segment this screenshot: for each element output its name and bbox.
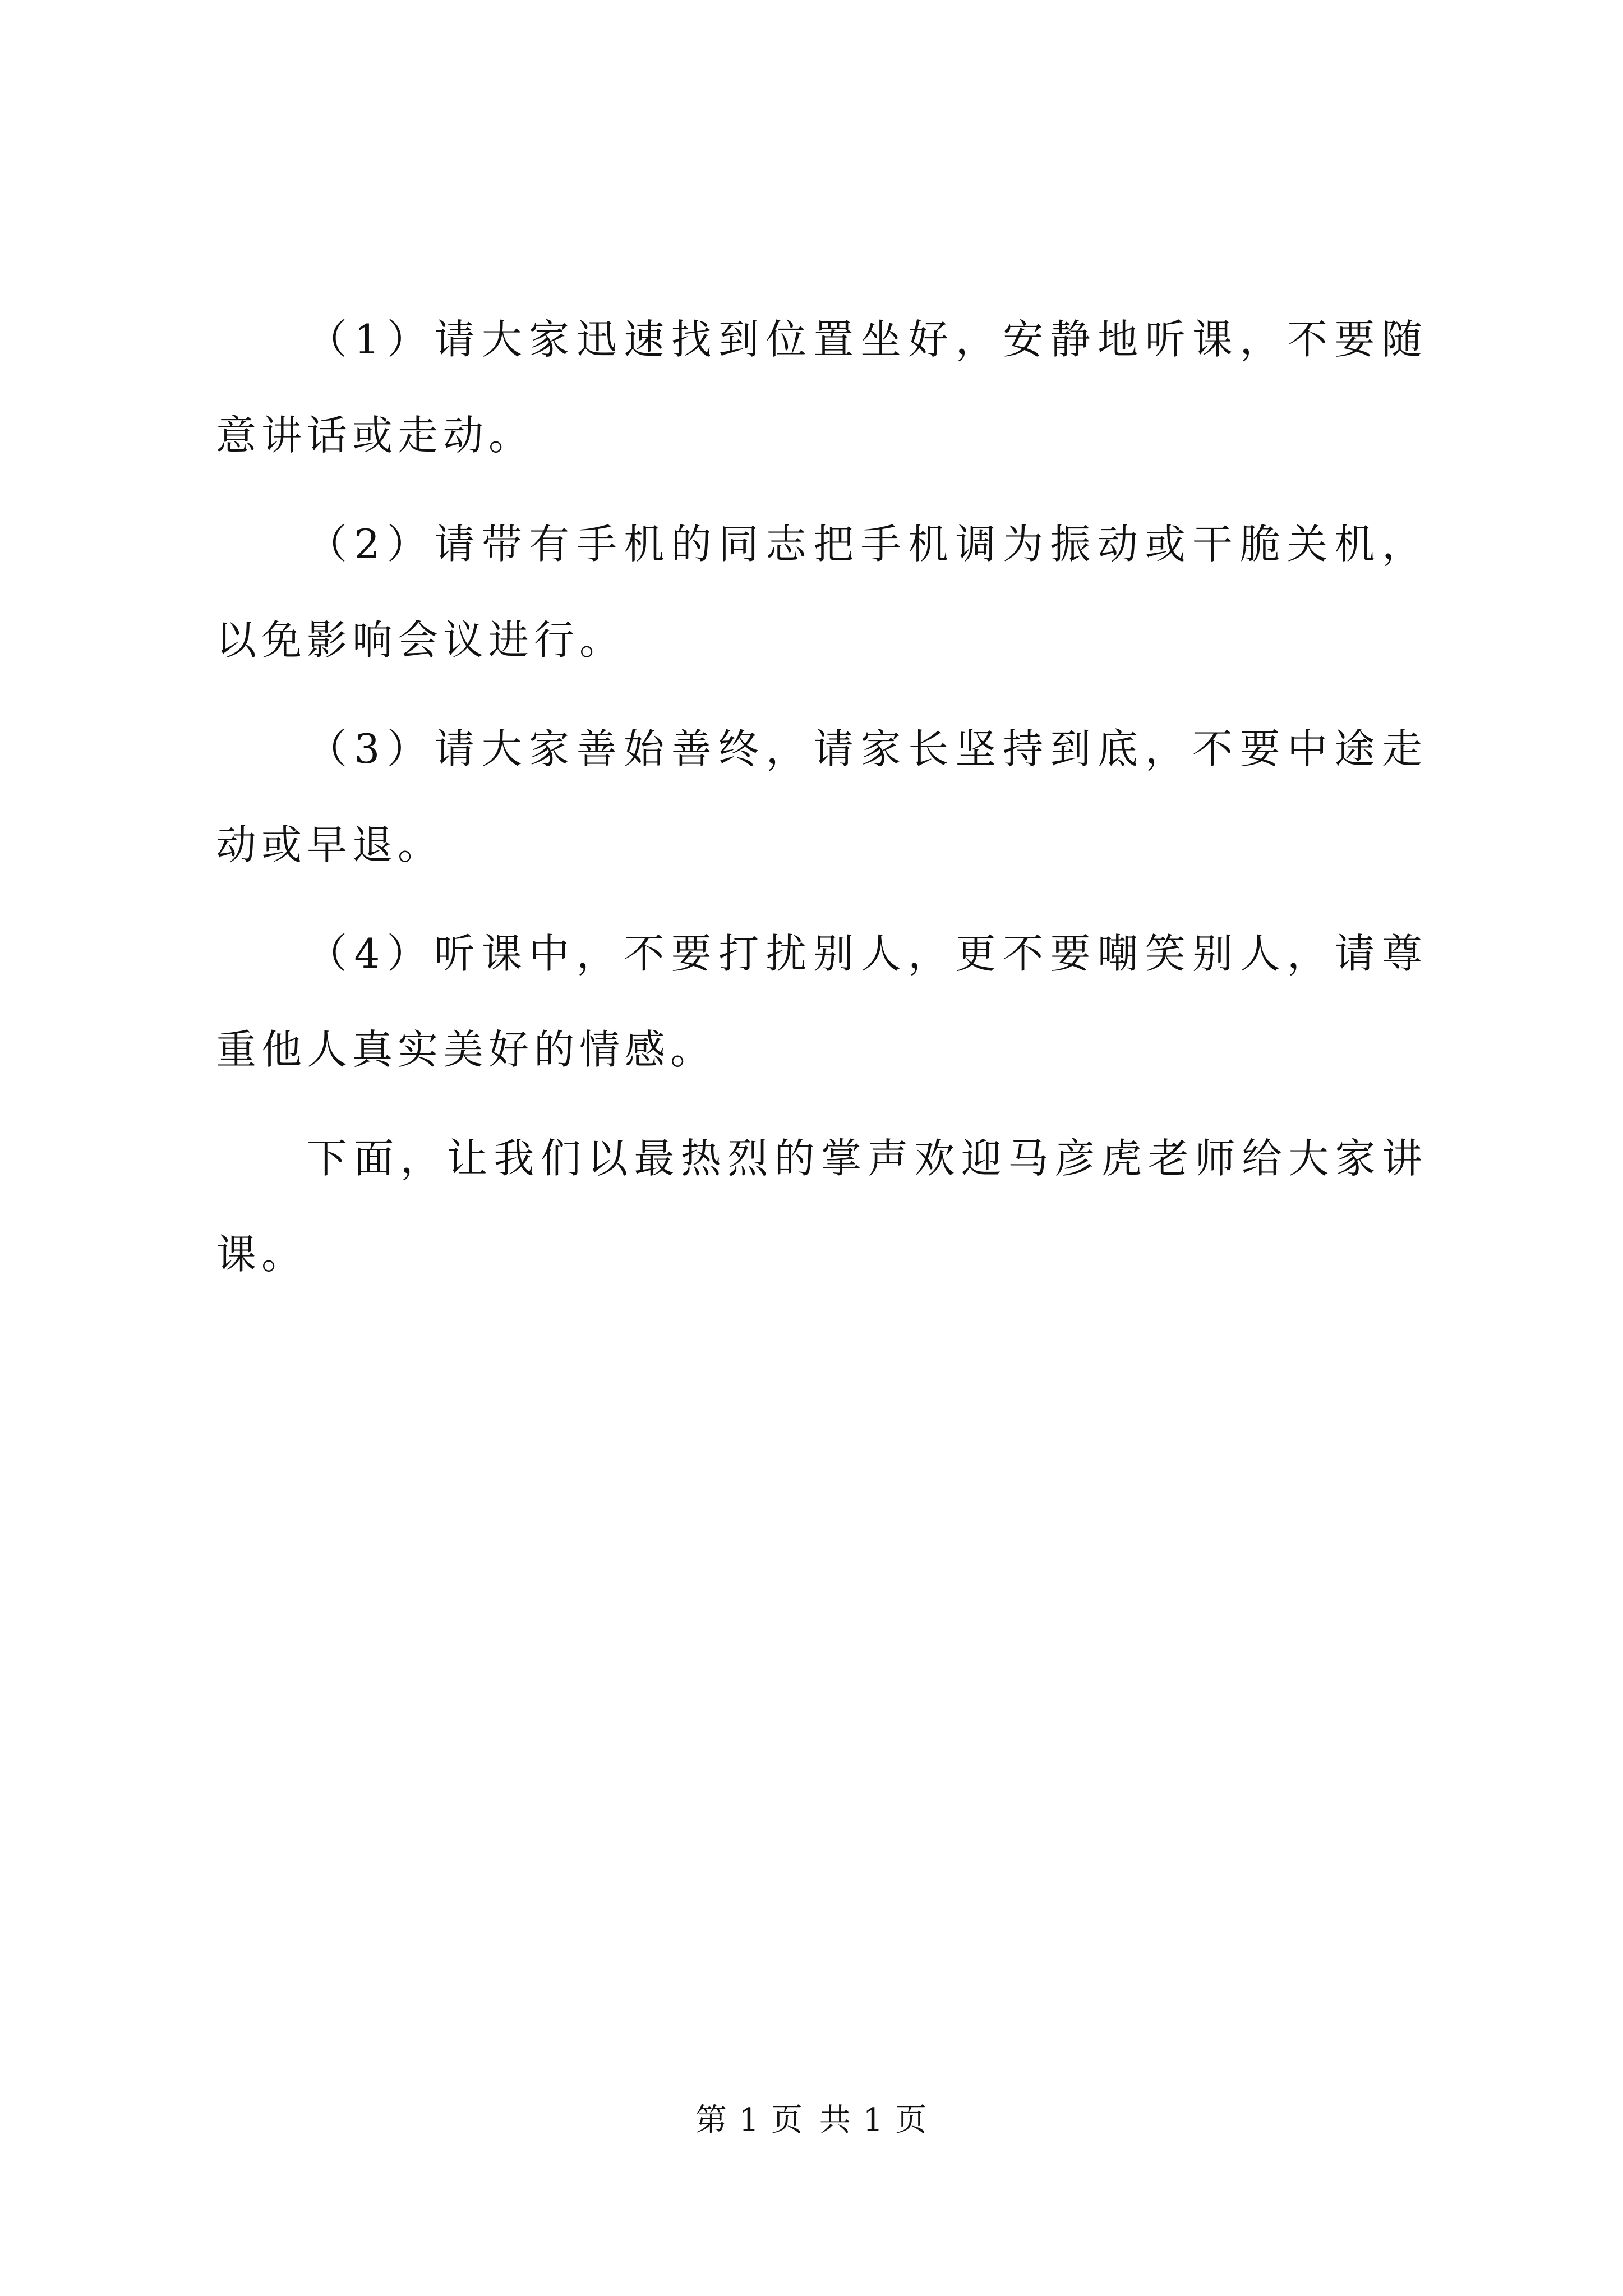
paragraph-closing: 下面，让我们以最热烈的掌声欢迎马彦虎老师给大家讲课。 bbox=[216, 1135, 1427, 1278]
paragraph-1: （1）请大家迅速找到位置坐好，安静地听课，不要随意讲话或走动。 bbox=[216, 316, 1427, 459]
page-total: 共 1 页 bbox=[819, 2102, 928, 2138]
page-footer bbox=[0, 2098, 1623, 2143]
document-body bbox=[216, 292, 1427, 1315]
paragraph-3: （3）请大家善始善终，请家长坚持到底，不要中途走动或早退。 bbox=[216, 725, 1427, 868]
paragraph-2: （2）请带有手机的同志把手机调为振动或干脆关机，以免影响会议进行。 bbox=[216, 521, 1427, 664]
paragraph-4: （4）听课中，不要打扰别人，更不要嘲笑别人，请尊重他人真实美好的情感。 bbox=[216, 930, 1427, 1073]
page-number: 第 1 页 bbox=[695, 2102, 804, 2138]
